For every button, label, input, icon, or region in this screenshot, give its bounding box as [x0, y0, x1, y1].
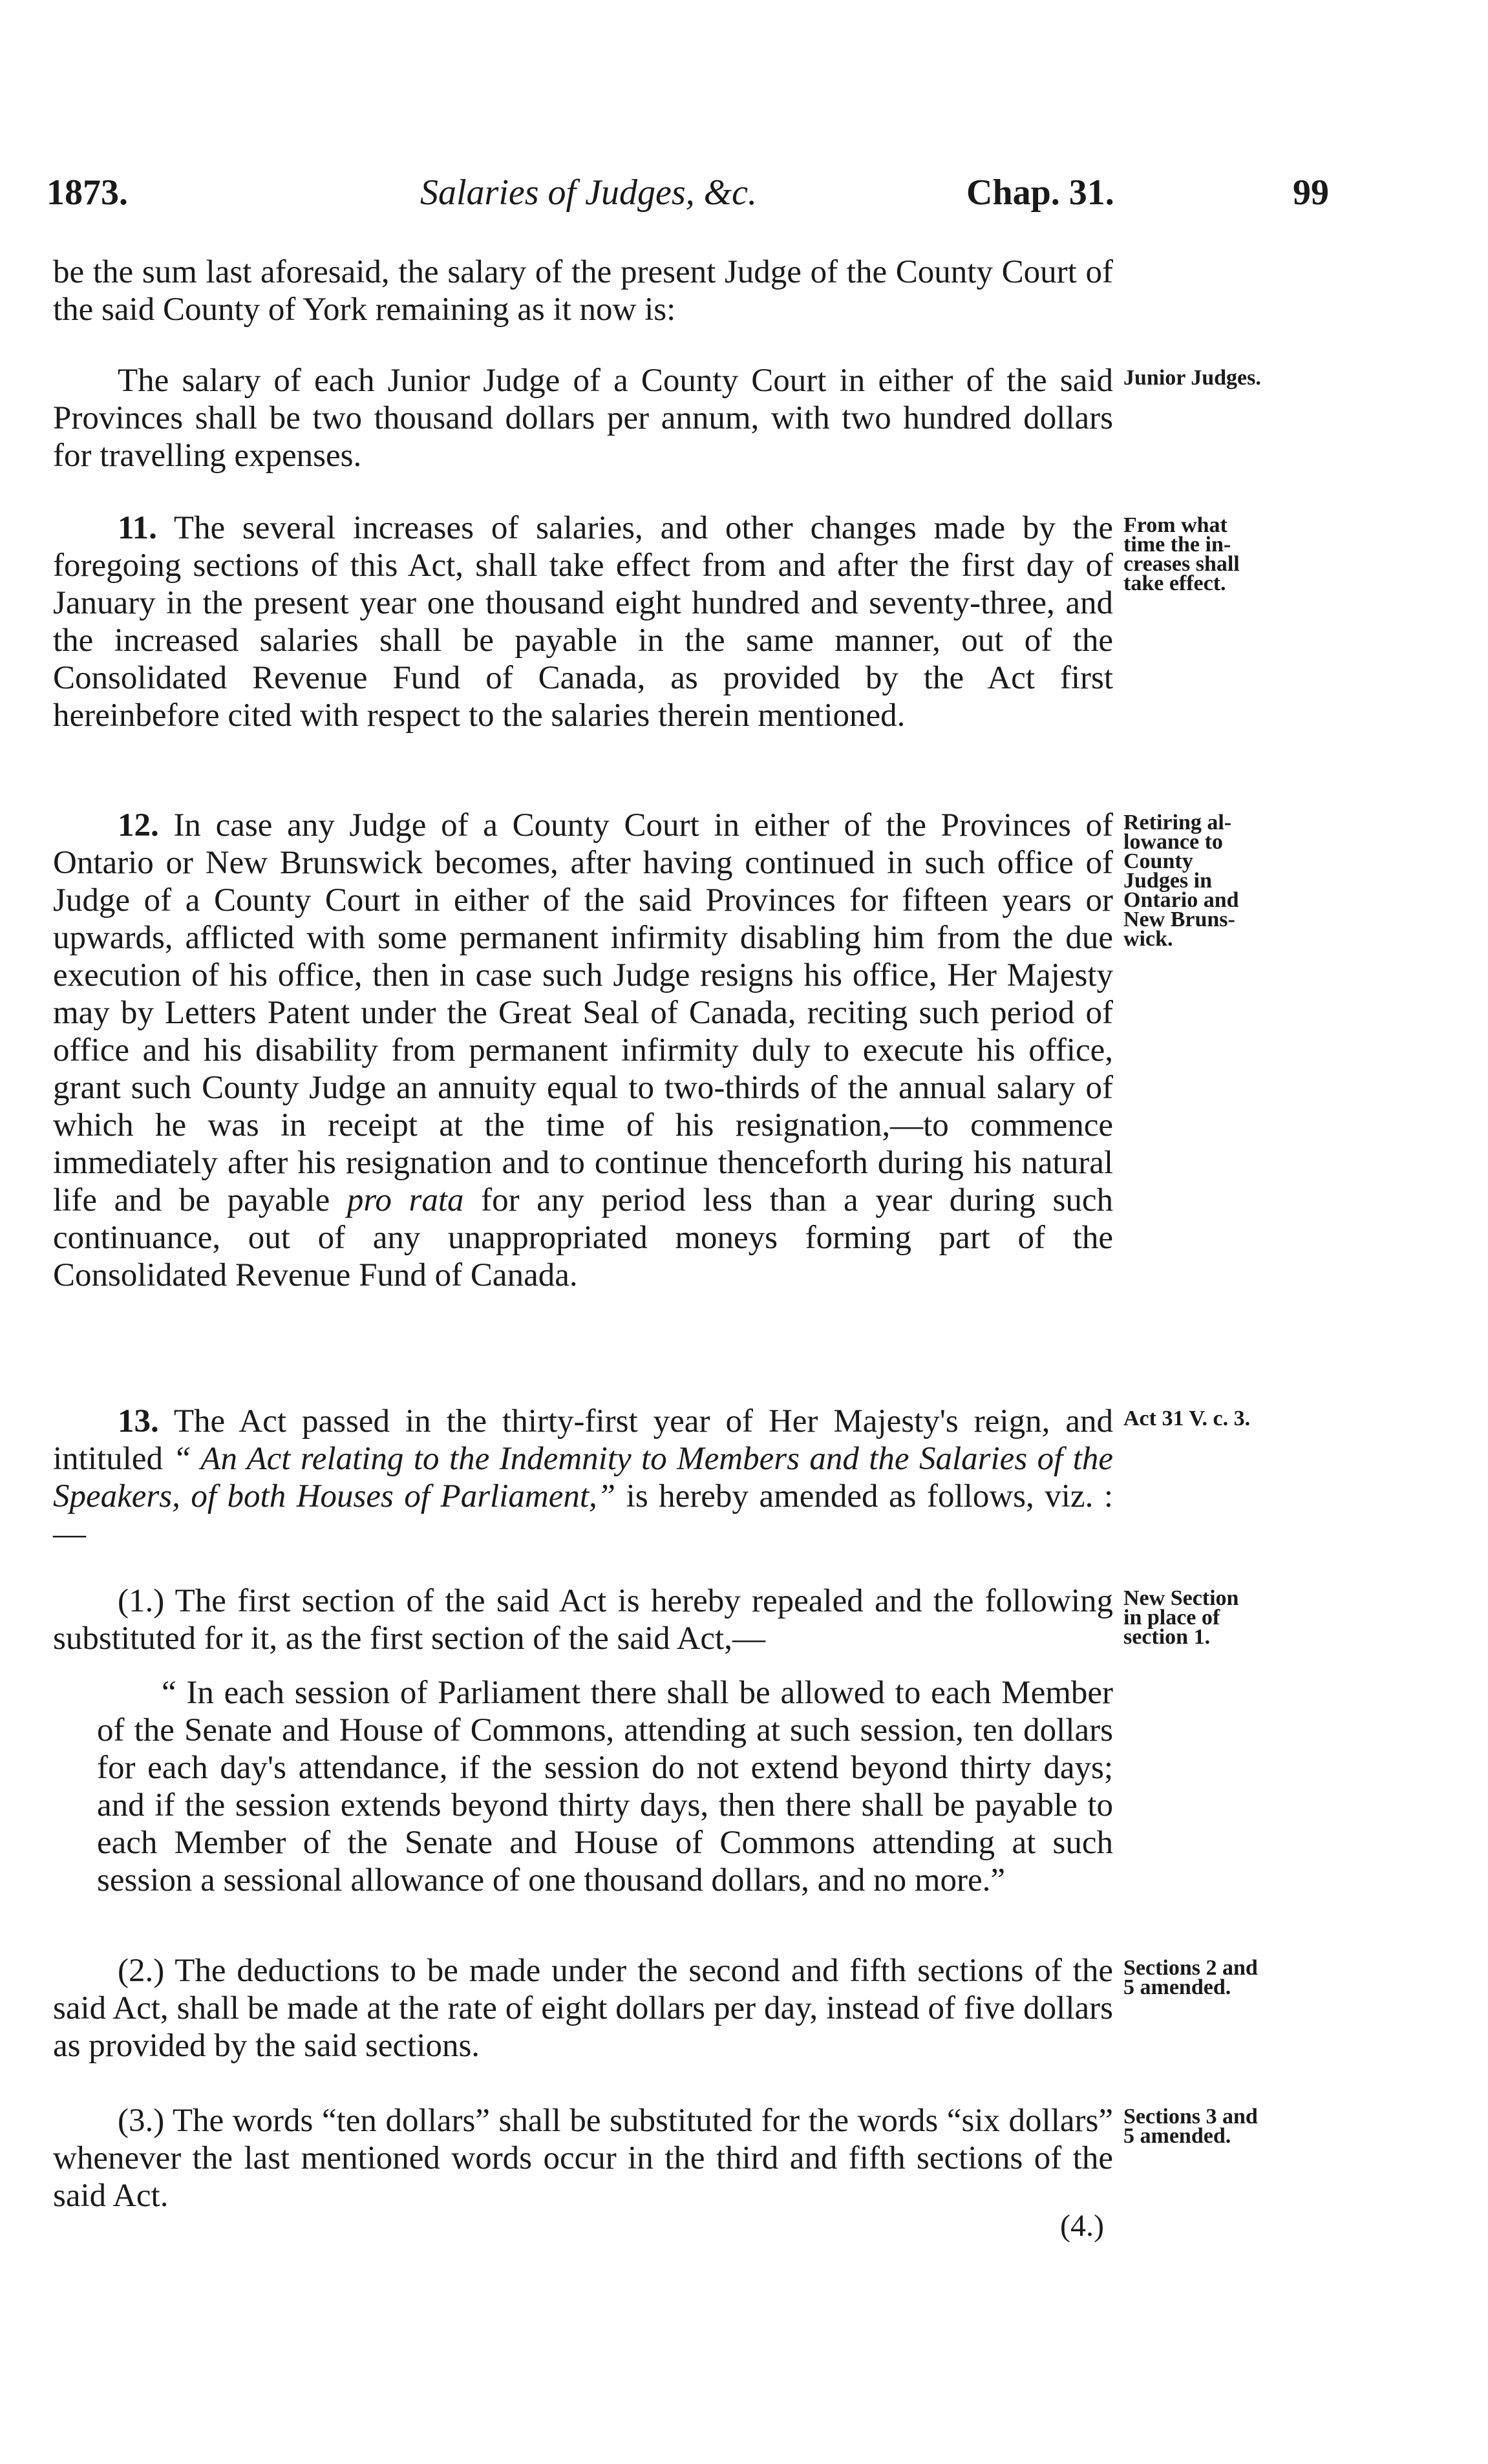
section-12 — [53, 807, 1113, 1294]
section-11-paragraph — [53, 509, 1113, 734]
catchword: (4.) — [1060, 2209, 1104, 2243]
section-13-number: 13. — [118, 1403, 159, 1439]
margin-note-section-13: Act 31 V. c. 3. — [1123, 1407, 1251, 1430]
subsection-1 — [53, 1582, 1113, 1657]
page-number: 99 — [1293, 173, 1329, 213]
section-12-text-a: In case any Judge of a County Court in either of the Provinces of Ontario or New Brunswick becomes, after having continued in such office of Judge of a County Court in either of the said Provinces for fifteen years or upwards, afflicted with some permanent infirmity disabling him from the due execution of his office, then in case such Judge resigns his office, Her Majesty may by Letters Patent under the Great Seal of Canada, reciting such period of office and his disability from permanent infirmity duly to execute his office, grant such County Judge an annuity equal to two-thirds of the annual salary of which he was in receipt at the time of his resignation,—to commence immediately after his resignation and to continue thenceforth during his natural life and be payable — [53, 807, 1113, 1218]
header-title: Salaries of Judges, &c. — [420, 173, 758, 213]
subsection-2 — [53, 1952, 1113, 2065]
section-13-act-title: “ An Act relating to the Indemnity to Members and the Salaries of the Speakers, of both Houses of Parliament,” — [53, 1441, 1113, 1514]
junior-judges-text: The salary of each Junior Judge of a County Court in either of the said Provinces shall be two thousand dollars per annum, with two hundred dollars for travelling expenses. — [53, 363, 1113, 474]
margin-note-subsection-3: Sections 3 and 5 amended. — [1123, 2105, 1258, 2148]
junior-judges-paragraph — [53, 362, 1113, 474]
margin-note-section-12: Retiring al- lowance to County Judges in Ontario and New Bruns- wick. — [1123, 811, 1239, 951]
subsection-2-text: (2.) The deductions to be made under the second and fifth sections of the said Act, shall be made at the rate of eight dollars per day, instead of five dollars as provided by the said sections. — [53, 1953, 1113, 2064]
section-12-number: 12. — [118, 807, 159, 844]
subsection-3-text: (3.) The words “ten dollars” shall be substituted for the words “six dollars” whenever the last mentioned words occur in the third and fifth sections of the said Act. — [53, 2103, 1113, 2214]
section-13-text-b: is hereby amended as follows, viz. :— — [53, 1478, 1113, 1552]
section-12-text-b: for any period less than a year during such continuance, out of any unappropriated moneys forming part of the Consolidated Revenue Fund of Canada. — [53, 1182, 1113, 1293]
subsection-1-text: (1.) The first section of the said Act is hereby repealed and the following substituted for it, as the first section of the said Act,— — [53, 1583, 1113, 1657]
subsection-3 — [53, 2102, 1113, 2214]
section-13-paragraph — [53, 1403, 1113, 1553]
quoted-section-text: “ In each session of Parliament there shall be allowed to each Member of the Senate and House of Commons, attending at such session, ten dollars for each day's attendance, if the session do not extend beyond thirty days; and if the session extends beyond thirty days, then there shall be payable to each Member of the Senate and House of Commons attending at such session a sessional allowance of one thousand dollars, and no more.” — [97, 1675, 1113, 1898]
quoted-section — [97, 1674, 1113, 1899]
header-chapter: Chap. 31. — [966, 173, 1114, 213]
margin-note-subsection-1: New Section in place of section 1. — [1123, 1586, 1239, 1649]
margin-note-section-11: From what time the in- creases shall take effect. — [1123, 513, 1240, 595]
section-11-number: 11. — [118, 510, 157, 546]
continuation-text: be the sum last aforesaid, the salary of the present Judge of the County Court of the said County of York remaining as it now is: — [53, 254, 1113, 328]
section-11-text: The several increases of salaries, and other changes made by the foregoing sections of this Act, shall take effect from and after the first day of January in the present year one thousand eight hundred and seventy-three, and the increased salaries shall be payable in the same manner, out of the Consolidated Revenue Fund of Canada, as provided by the Act first hereinbefore cited with respect to the salaries therein mentioned. — [53, 510, 1113, 734]
continuation-paragraph — [53, 253, 1113, 328]
header-year: 1873. — [47, 173, 128, 213]
section-11 — [53, 509, 1113, 734]
section-13-text-a: The Act passed in the thirty-first year of Her Majesty's reign, and intituled — [53, 1403, 1113, 1477]
section-12-italic: pro rata — [346, 1182, 464, 1218]
margin-note-junior-judges: Junior Judges. — [1123, 366, 1261, 390]
section-13 — [53, 1403, 1113, 1553]
margin-note-subsection-2: Sections 2 and 5 amended. — [1123, 1956, 1258, 1999]
section-12-paragraph — [53, 807, 1113, 1294]
